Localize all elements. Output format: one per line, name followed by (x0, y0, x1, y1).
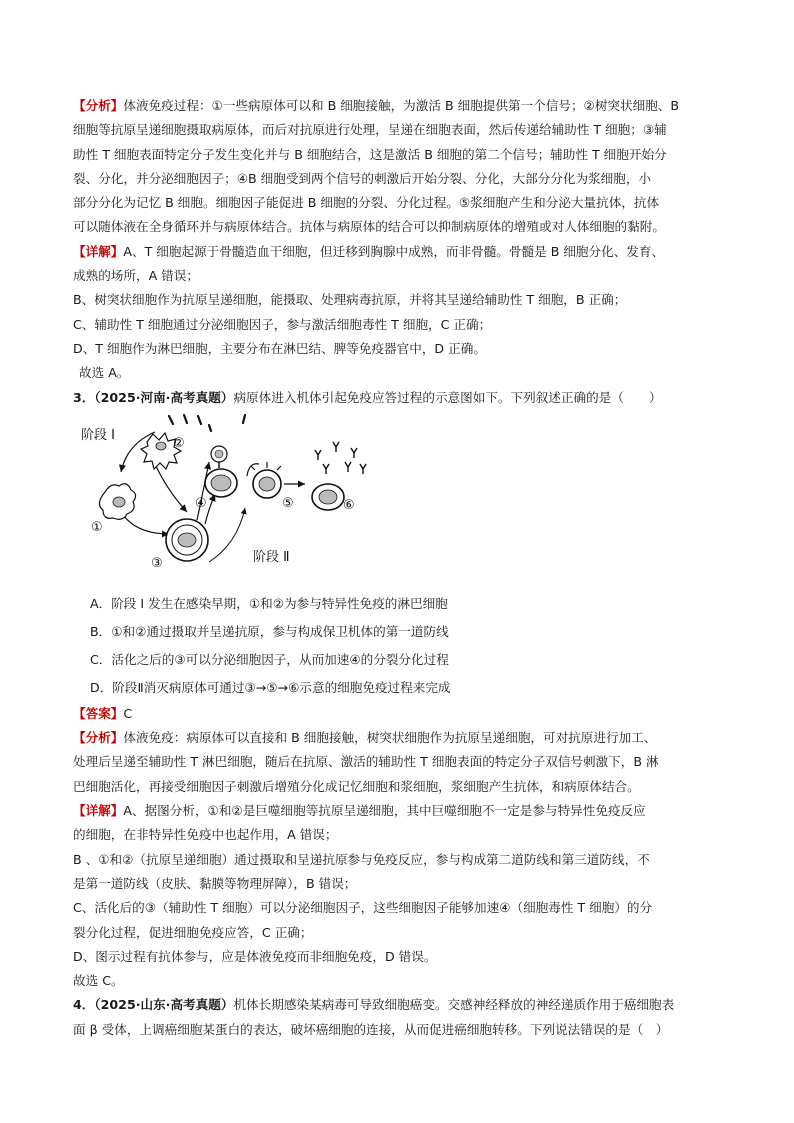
detail-line-a: A、T 细胞起源于骨髓造血干细胞，但迁移到胸腺中成熟，而非骨髓。骨髓是 B 细胞分化、发育、 (123, 243, 665, 259)
options (73, 590, 733, 702)
detail-line: 的细胞，在非特异性免疫中也起作用，A 错误； (73, 827, 338, 843)
analysis-line: 可以随体液在全身循环并与病原体结合。抗体与病原体的结合可以抑制病原体的增殖或对人体细胞的黏附。 (73, 219, 665, 235)
question-stem: 病原体进入机体引起免疫应答过程的示意图如下。下列叙述正确的是（ ） (233, 389, 662, 405)
detail-tag: 【详解】 (73, 243, 124, 259)
detail-line: C、活化后的③（辅助性 T 细胞）可以分泌细胞因子，这些细胞因子能够加速④（细胞毒性 T 细胞）的分 (73, 900, 653, 916)
label-4: ④ (195, 495, 207, 511)
analysis-line: 体液免疫过程：①一些病原体可以和 B 细胞接触，为激活 B 细胞提供第一个信号；②树突状细胞、B (123, 98, 680, 113)
label-1: ① (91, 519, 103, 535)
label-5: ⑤ (282, 495, 294, 511)
label-3: ③ (151, 555, 163, 571)
option-b: B．①和②通过摄取并呈递抗原，参与构成保卫机体的第一道防线 (90, 623, 449, 639)
cell-4 (205, 469, 237, 497)
question-stem: 机体长期感染某病毒可导致细胞癌变。交感神经释放的神经递质作用于癌细胞表 (233, 997, 675, 1013)
choose-answer: 故选 A。 (79, 365, 130, 381)
immune-response-figure (77, 412, 377, 588)
q2-detail (73, 240, 733, 386)
antibody-icons (315, 442, 366, 474)
label-2: ② (173, 435, 185, 451)
analysis-line: 体液免疫：病原体可以直接和 B 细胞接触，树突状细胞作为抗原呈递细胞，可对抗原进行加工、 (123, 730, 657, 746)
analysis-line: 部分分化为记忆 B 细胞。细胞因子能促进 B 细胞的分裂、分化过程。⑤浆细胞产生和分泌大量抗体，抗体 (73, 195, 660, 211)
option-c: C．活化之后的③可以分泌细胞因子，从而加速④的分裂分化过程 (90, 651, 449, 667)
detail-line-a-cont: 成熟的场所，A 错误； (73, 268, 199, 284)
analysis-line: 裂、分化，并分泌细胞因子；④B 细胞受到两个信号的刺激后开始分裂、分化，大部分分化为浆细胞，小 (73, 170, 652, 186)
detail-line: 裂分化过程，促进细胞免疫应答，C 正确； (73, 924, 313, 940)
detail-tag: 【详解】 (73, 803, 124, 819)
macrophage-cell (99, 484, 135, 520)
option-d: D．阶段Ⅱ消灭病原体可通过③→⑤→⑥示意的细胞免疫过程来完成 (90, 679, 451, 695)
analysis-tag: 【分析】 (73, 730, 124, 746)
analysis-line: 助性 T 细胞表面特定分子发生变化并与 B 细胞结合，这是激活 B 细胞的第二个信号；辅助性 T 细胞开始分 (73, 146, 667, 162)
detail-line-d: D、T 细胞作为淋巴细胞，主要分布在淋巴结、脾等免疫器官中，D 正确。 (73, 340, 486, 356)
analysis-tag: 【分析】 (73, 98, 124, 113)
label-6: ⑥ (343, 497, 355, 513)
detail-line: A、据图分析，①和②是巨噬细胞等抗原呈递细胞，其中巨噬细胞不一定是参与特异性免疫反应 (123, 803, 646, 819)
helper-t-cell (166, 519, 208, 561)
analysis-line: 巴细胞活化，再接受细胞因子刺激后增殖分化成记忆细胞和浆细胞，浆细胞产生抗体，和病原体结合。 (73, 778, 640, 794)
detail-line-b: B、树突状细胞作为抗原呈递细胞，能摄取、处理病毒抗原，并将其呈递给辅助性 T 细胞，B 正确； (73, 292, 627, 308)
analysis-line: 细胞等抗原呈递细胞摄取病原体，而后对抗原进行处理，呈递在细胞表面，然后传递给辅助性 T 细胞；③辅 (73, 122, 667, 138)
immune-diagram (77, 412, 377, 588)
q2-analysis (73, 94, 733, 240)
plasma-cell (312, 484, 344, 510)
detail-line-c: C、辅助性 T 细胞通过分泌细胞因子，参与激活细胞毒性 T 细胞，C 正确； (73, 316, 492, 332)
cell-5 (247, 462, 281, 498)
question-header: 4．（2025·山东·高考真题） (73, 997, 234, 1013)
answer-tag: 【答案】 (73, 705, 124, 721)
question-3 (73, 386, 733, 994)
analysis-line: 处理后呈递至辅助性 T 淋巴细胞，随后在抗原、激活的辅助性 T 细胞表面的特定分子双信号刺激下，B 淋 (73, 754, 659, 770)
detail-line: 是第一道防线（皮肤、黏膜等物理屏障），B 错误； (73, 875, 357, 891)
detail-line: B 、①和②（抗原呈递细胞）通过摄取和呈递抗原参与免疫反应，参与构成第二道防线和第三道防线，不 (73, 851, 650, 867)
stage-2-label: 阶段 Ⅱ (253, 549, 290, 565)
pathogen-icons (169, 415, 245, 431)
b-cell-upper (211, 446, 227, 468)
question-stem-cont: 面 β 受体，上调癌细胞某蛋白的表达，破坏癌细胞的连接，从而促进癌细胞转移。下列说法错误的是（ ） (73, 1021, 669, 1037)
document-page (73, 94, 733, 1042)
detail-line: D、图示过程有抗体参与，应是体液免疫而非细胞免疫，D 错误。 (73, 948, 437, 964)
option-a: A．阶段 I 发生在感染早期，①和②为参与特异性免疫的淋巴细胞 (90, 595, 448, 611)
question-4 (73, 993, 733, 1042)
choose-answer: 故选 C。 (73, 973, 124, 989)
question-header: 3．（2025·河南·高考真题） (73, 389, 234, 405)
stage-1-label: 阶段 I (81, 427, 115, 443)
answer-value: C (123, 705, 133, 721)
